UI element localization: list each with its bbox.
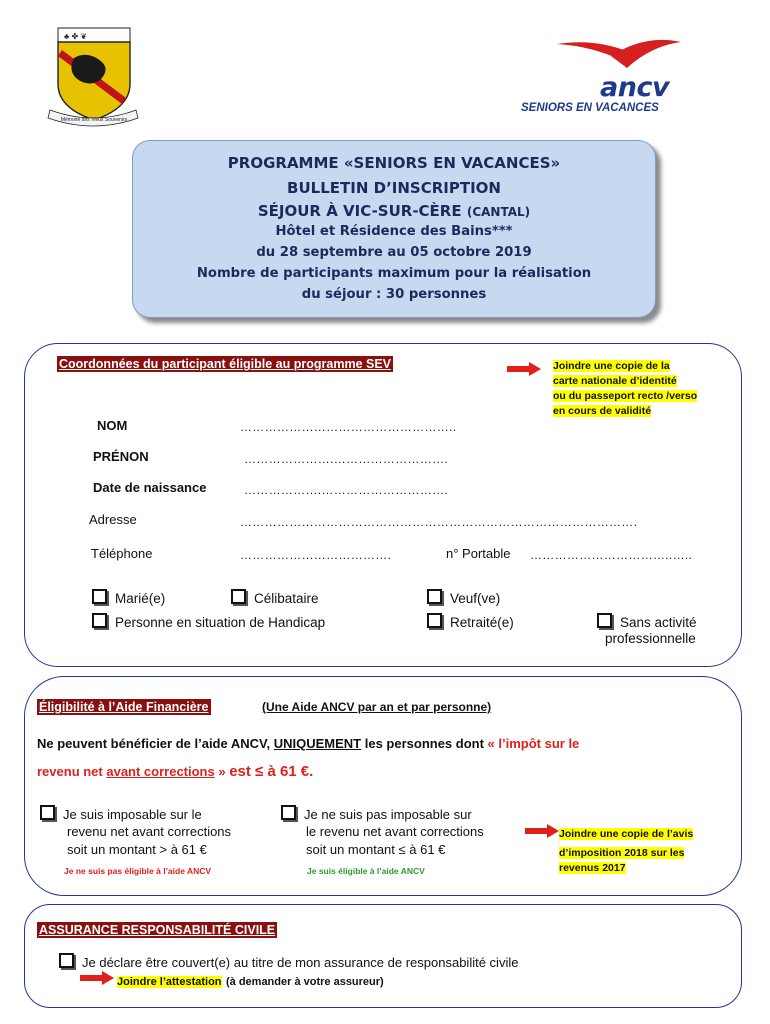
nom-field[interactable]: …………………………………………….. (240, 420, 457, 434)
sans-activite-label: Sans activité (620, 615, 697, 630)
non-imposable-label: Je ne suis pas imposable sur (304, 807, 472, 822)
tax-document-note (559, 824, 693, 877)
svg-text:♣ ✤ ❦: ♣ ✤ ❦ (64, 32, 88, 41)
marie-label: Marié(e) (115, 591, 166, 606)
insurance-heading: ASSURANCE RESPONSABILITÉ CIVILE (39, 923, 276, 937)
non-imposable-option[interactable] (281, 805, 472, 822)
imposable-option[interactable] (40, 805, 202, 822)
nom-label: NOM (97, 418, 128, 433)
ancv-wordmark: ancv (600, 72, 670, 103)
retraite-option[interactable] (427, 613, 514, 630)
title-box (132, 140, 656, 318)
municipal-crest-logo (44, 24, 142, 134)
tax-note-line: revenus 2017 (559, 862, 626, 874)
retraite-label: Retraité(e) (450, 615, 514, 630)
insurance-attach-label: Joindre l’attestation (117, 976, 222, 988)
checkbox-icon[interactable] (92, 589, 107, 604)
rule-text: Ne peuvent bénéficier de l’aide ANCV, (37, 736, 274, 751)
celibataire-label: Célibataire (254, 591, 319, 606)
sans-activite-option[interactable] (597, 613, 697, 630)
eligibility-heading: Éligibilité à l’Aide Financière (39, 700, 209, 714)
checkbox-icon[interactable] (40, 805, 55, 820)
portable-label: n° Portable (446, 546, 511, 561)
imposable-label: Je suis imposable sur le (63, 807, 202, 822)
title-participants-count: du séjour : 30 personnes (301, 287, 487, 302)
crest-motto: Mémoire des Vieux Souvenirs (60, 117, 128, 123)
rule-uniquement: UNIQUEMENT (273, 736, 362, 751)
title-participants: Nombre de participants maximum pour la réalisation (196, 266, 592, 281)
handicap-option[interactable] (92, 613, 325, 630)
checkbox-icon[interactable] (427, 589, 442, 604)
rule-text: les personnes dont (361, 736, 488, 751)
id-note-line: en cours de validité (553, 405, 652, 417)
ancv-tagline: SENIORS EN VACANCES (521, 102, 659, 114)
dob-field[interactable]: ……………….…………………………. (244, 483, 449, 497)
participant-heading: Coordonnées du participant éligible au programme SEV (59, 357, 392, 371)
prenom-field[interactable]: ………………….………………………. (244, 452, 449, 466)
marie-option[interactable] (92, 589, 165, 606)
veuf-option[interactable] (427, 589, 500, 606)
portable-field[interactable]: ……………………………..….. (530, 548, 693, 562)
title-sejour-sub: (CANTAL) (466, 205, 531, 219)
tax-note-line: d’imposition 2018 sur les (559, 847, 685, 859)
insurance-declaration-label: Je déclare être couvert(e) au titre de mon assurance de responsabilité civile (82, 955, 519, 970)
id-document-note (553, 358, 697, 418)
insurance-attach (117, 972, 384, 990)
id-note-line: ou du passeport recto /verso (553, 390, 698, 402)
telephone-label: Téléphone (91, 546, 153, 561)
rule-text: » (214, 764, 230, 779)
adresse-label: Adresse (89, 512, 137, 527)
rule-avant-corrections: avant corrections (106, 764, 215, 779)
eligibility-rule-line2 (37, 763, 313, 780)
insurance-declaration-option[interactable] (59, 953, 518, 970)
prenom-label: PRÉNON (93, 449, 149, 464)
celibataire-option[interactable] (231, 589, 319, 606)
id-note-line: Joindre une copie de la (553, 360, 670, 372)
imposable-label-3: soit un montant > à 61 € (67, 842, 207, 857)
arrow-right-icon (80, 971, 114, 985)
not-eligible-note: Je ne suis pas éligible à l’aide ANCV (64, 866, 212, 876)
title-dates: du 28 septembre au 05 octobre 2019 (256, 245, 532, 260)
eligible-note: Je suis éligible à l’aide ANCV (307, 866, 425, 876)
eligibility-heading-note: (Une Aide ANCV par an et par personne) (262, 700, 492, 714)
non-imposable-label-2: le revenu net avant corrections (306, 824, 484, 839)
tax-note-line: Joindre une copie de l’avis (559, 828, 694, 840)
checkbox-icon[interactable] (597, 613, 612, 628)
imposable-label-2: revenu net avant corrections (67, 824, 232, 839)
title-sejour (133, 202, 655, 220)
handicap-label: Personne en situation de Handicap (115, 615, 326, 630)
title-hotel: Hôtel et Résidence des Bains*** (275, 224, 513, 239)
sans-activite-label-2: professionnelle (605, 631, 696, 646)
id-note-line: carte nationale d’identité (553, 375, 677, 387)
rule-impot: « l’impôt sur le (487, 736, 580, 751)
rule-threshold: est ≤ à 61 €. (229, 763, 314, 780)
arrow-right-icon (507, 362, 541, 376)
insurance-attach-note: (à demander à votre assureur) (225, 976, 384, 988)
checkbox-icon[interactable] (281, 805, 296, 820)
telephone-field[interactable]: ………………………………. (240, 548, 392, 562)
adresse-field[interactable]: ……………………………………………………………………………………. (240, 515, 638, 529)
checkbox-icon[interactable] (92, 613, 107, 628)
veuf-label: Veuf(ve) (450, 591, 501, 606)
rule-text: revenu net (37, 764, 107, 779)
non-imposable-label-3: soit un montant ≤ à 61 € (306, 842, 446, 857)
eligibility-rule-line1 (37, 736, 579, 751)
title-bulletin: BULLETIN D’INSCRIPTION (287, 179, 501, 197)
checkbox-icon[interactable] (427, 613, 442, 628)
checkbox-icon[interactable] (231, 589, 246, 604)
arrow-right-icon (525, 824, 559, 838)
checkbox-icon[interactable] (59, 953, 74, 968)
dob-label: Date de naissance (93, 480, 207, 495)
title-programme: PROGRAMME «SENIORS EN VACANCES» (227, 154, 561, 172)
title-sejour-main: SÉJOUR À VIC-SUR-CÈRE (257, 202, 462, 220)
